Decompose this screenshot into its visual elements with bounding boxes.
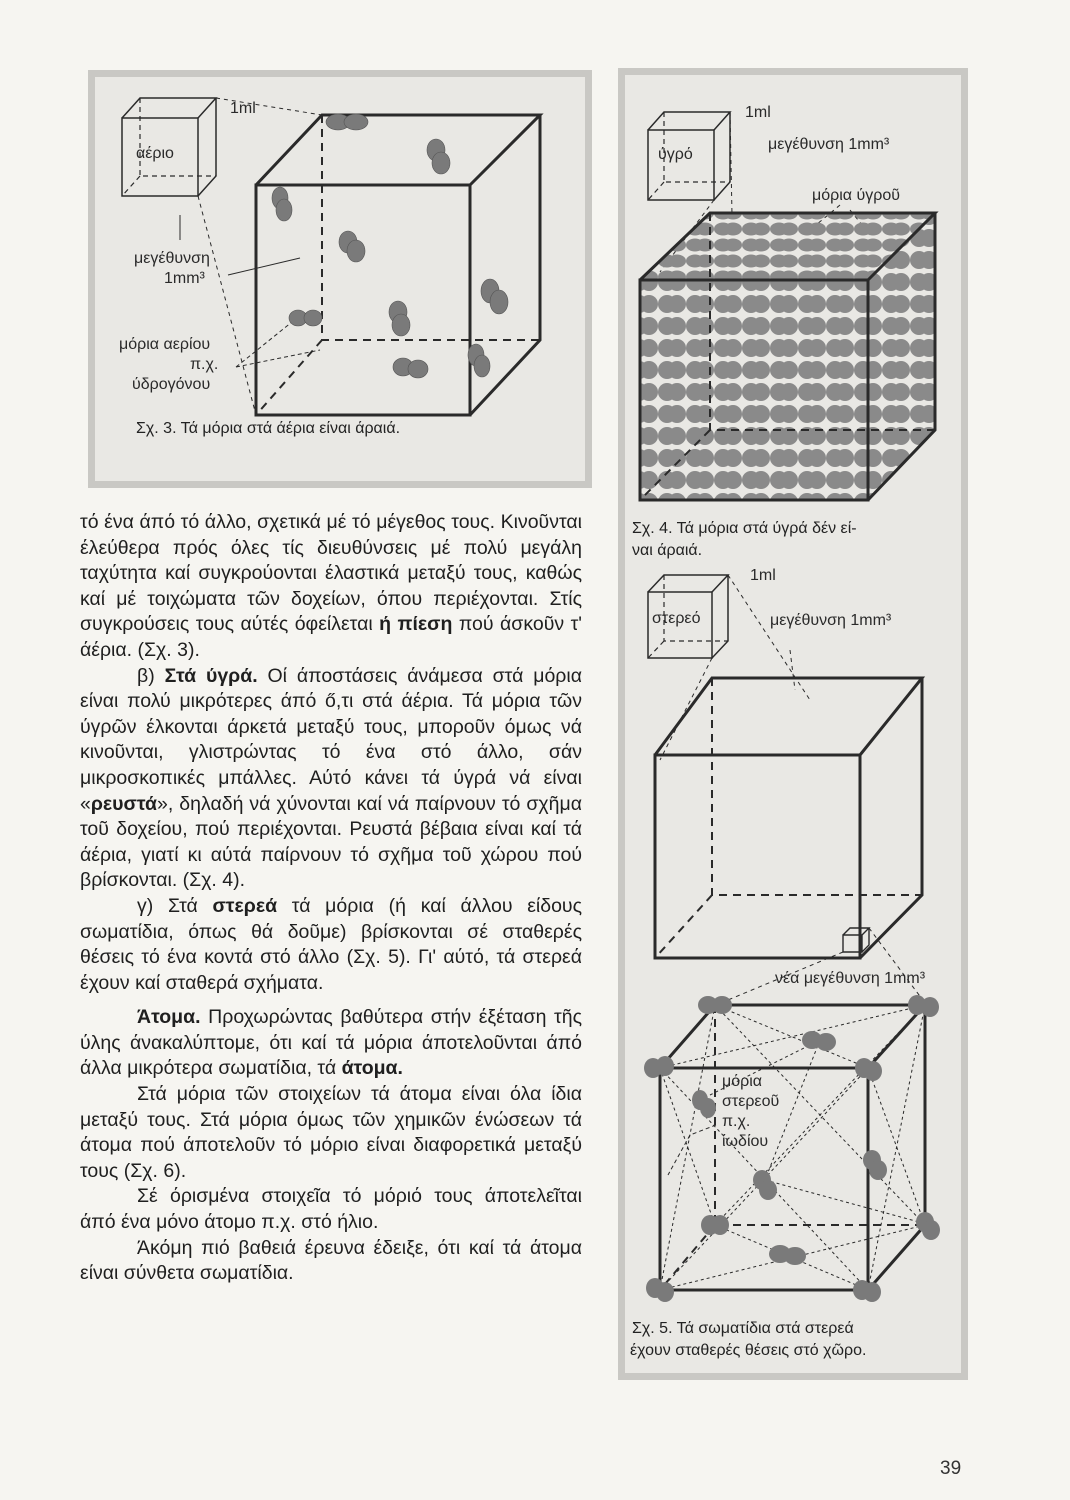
fig5-box-label: στερεό <box>652 610 701 627</box>
fig4-volume-label: 1ml <box>745 104 771 121</box>
fig4-size-label: μεγέθυνση 1mm³ <box>768 136 890 153</box>
paragraph-elements: Στά μόρια τῶν στοιχείων τά άτομα είναι όλα ίδια μεταξύ τους. Στά μόρια όμως τῶν χημικῶν ένώσεων τά άτομα πού άποτελοῦν τό μόριο είναι διαφορετικά μεταξύ τους (Σχ. 6). <box>80 1083 582 1182</box>
fig4-molecule-label: μόρια ύγροῦ <box>812 187 900 204</box>
fig3-size-unit: 1mm³ <box>164 270 205 287</box>
paragraph-composite: Άκόμη πιό βαθειά έρευνα έδειξε, ότι καί τά άτομα είναι σύνθετα σωματίδια. <box>80 1236 582 1285</box>
fig4-caption-line1: Σχ. 4. Τά μόρια στά ύγρά δέν εί- <box>632 520 857 537</box>
fig4-caption-line2: ναι άραιά. <box>632 542 703 559</box>
fig3-hydrogen-label: ύδρογόνου <box>132 376 211 393</box>
body-text <box>80 510 582 1287</box>
fig5-size-label: μεγέθυνση 1mm³ <box>770 612 892 629</box>
fig5-example-label: π.χ. <box>722 1113 751 1130</box>
fig3-box-label: αέριο <box>136 145 174 162</box>
fig5-caption-line1: Σχ. 5. Τά σωματίδια στά στερεά <box>632 1320 854 1337</box>
fig3-size-label: μεγέθυνση <box>134 250 210 267</box>
fig3-molecule-label: μόρια αερίου <box>119 336 211 353</box>
fig5-molecule-label: μόρια <box>722 1073 763 1090</box>
fig5-volume-label: 1ml <box>750 567 776 584</box>
fig4-box-label: ύγρό <box>658 146 693 163</box>
paragraph-atoms: Άτομα. Προχωρώντας βαθύτερα στήν έξέταση τῆς ύλης άνακαλύπτομε, ότι καί τά μόρια άποτελοῦνται άπό άλλα μικρότερα σωματίδια, τά άτομα. <box>80 1006 582 1080</box>
fig3-caption: Σχ. 3. Τά μόρια στά άέρια είναι άραιά. <box>136 420 401 437</box>
fig3-volume-label: 1ml <box>230 100 256 117</box>
paragraph-gas-collisions: τό ένα άπό τό άλλο, σχετικά μέ τό μέγεθος τους. Κινοῦνται έλεύθερα πρός όλες τίς διευθύνσεις μέ πολύ μεγάλη ταχύτητα καί συγκρούονται έλαστικά μεταξύ τους, καθώς καί μέ τοιχώματα τῶν δοχείων, όπου περιέχονται. Στίς συγκρούσεις τους αύτές όφείλεται ή πίεση πού άσκοῦν τ' άέρια. (Σχ. 3). <box>80 511 582 661</box>
fig5-new-size-label: νέα μεγέθυνση 1mm³ <box>775 970 926 987</box>
paragraph-solids: γ) Στά στερεά τά μόρια (ή καί άλλου είδους σωματίδια, όπως θά δοῦμε) βρίσκονται σέ σταθερές θέσεις τό ένα κοντά στό άλλο (Σχ. 5). Γι' αύτό, τά στερεά έχουν καί σταθερά σχήματα. <box>80 894 582 994</box>
fig5-iodine-label: ίωδίου <box>722 1133 769 1150</box>
fig5-caption-line2: έχουν σταθερές θέσεις στό χῶρο. <box>630 1342 867 1359</box>
paragraph-liquids: β) Στά ύγρά. Οί άποστάσεις άνάμεσα στά μόρια είναι πολύ μικρότερες άπό ő,τι στά άέρια. Τά μόρια τῶν ύγρῶν έλκονται άρκετά μεταξύ τους, μποροῦν όμως νά κινοῦνται, γλιστρώντας τό ένα στό άλλο, σάν μικροσκοπικές μπάλλες. Αύτό κάνει τά ύγρά νά είναι «ρευστά», δηλαδή νά χύνονται καί νά παίρνουν τό σχῆμα τοῦ δοχείου, πού περιέχονται. Ρευστά βέβαια είναι καί τά άέρια, γιατί κι αύτά παίρνουν τό σχῆμα τοῦ χώρου πού βρίσκονται. (Σχ. 4). <box>80 664 583 892</box>
paragraph-helium: Σέ όρισμένα στοιχεῖα τό μόριό τους άποτελεῖται άπό ένα μόνο άτομο π.χ. στό ήλιο. <box>80 1185 582 1234</box>
fig5-solid-label: στερεοῦ <box>722 1093 780 1110</box>
fig3-example-label: π.χ. <box>190 356 219 373</box>
page-number: 39 <box>940 1458 962 1479</box>
